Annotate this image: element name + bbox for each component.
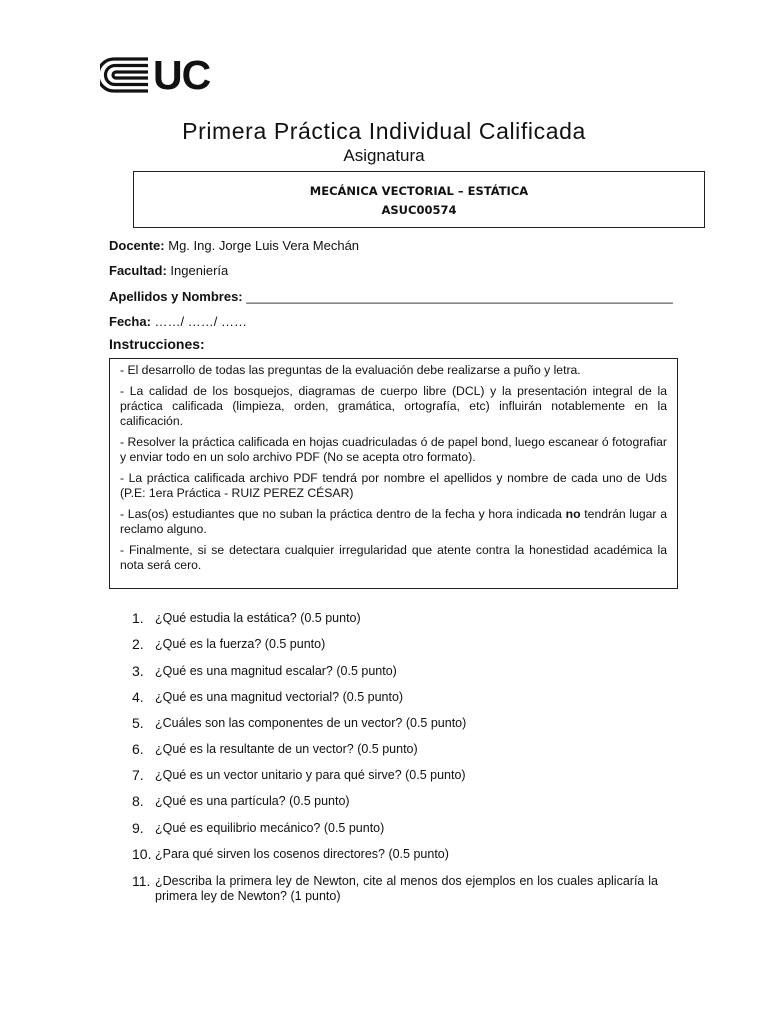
field-value: ……/ ……/ ……: [154, 314, 247, 329]
question-text: ¿Qué estudia la estática? (0.5 punto): [155, 611, 361, 625]
field-label: Facultad:: [109, 263, 167, 278]
field-facultad: [109, 263, 228, 278]
instruction-item: [120, 507, 667, 537]
course-box: [133, 171, 705, 228]
logo-text: UC: [153, 52, 211, 98]
instruction-item: - Resolver la práctica calificada en hojas cuadriculadas ó de papel bond, luego escanear ó fotografiar y enviar todo en un solo archivo PDF (No se acepta otro formato).: [120, 435, 667, 464]
instruction-emphasis: no: [565, 507, 581, 521]
question-text: ¿Qué es una magnitud vectorial? (0.5 punto): [155, 690, 404, 704]
question-number: 11.: [132, 873, 151, 889]
question-number: 4.: [132, 689, 144, 705]
course-code: ASUC00574: [381, 203, 457, 217]
field-apellidos-nombres: [109, 289, 673, 304]
question-text: ¿Qué es un vector unitario y para qué sirve? (0.5 punto): [155, 768, 466, 782]
question-number: 10.: [132, 846, 152, 862]
uc-logo-mark-icon: [100, 56, 150, 94]
question-text: ¿Qué es la fuerza? (0.5 punto): [155, 637, 326, 651]
question-text: ¿Cuáles son las componentes de un vector? (0.5 punto): [155, 716, 467, 730]
question-number: 7.: [132, 767, 144, 783]
uc-logo: [100, 52, 211, 98]
question-text: ¿Qué es la resultante de un vector? (0.5 punto): [155, 742, 418, 756]
field-docente: [109, 238, 359, 253]
instructions-heading: Instrucciones:: [109, 336, 205, 352]
question-number: 2.: [132, 636, 144, 652]
field-label: Fecha:: [109, 314, 151, 329]
question-text: ¿Qué es equilibrio mecánico? (0.5 punto): [155, 821, 385, 835]
question-number: 5.: [132, 715, 144, 731]
question-number: 1.: [132, 610, 144, 626]
instruction-item: - El desarrollo de todas las preguntas de la evaluación debe realizarse a puño y letra.: [120, 363, 581, 377]
question-number: 9.: [132, 820, 144, 836]
course-name: MECÁNICA VECTORIAL – ESTÁTICA: [309, 184, 529, 198]
page-subtitle: Asignatura: [343, 146, 425, 165]
field-value: Mg. Ing. Jorge Luis Vera Mechán: [168, 238, 360, 253]
question-number: 8.: [132, 793, 144, 809]
instructions-box: [109, 358, 678, 589]
instruction-item: - La práctica calificada archivo PDF tendrá por nombre el apellidos y nombre de cada uno de Uds (P.E: 1era Práctica - RUIZ PEREZ CÉSAR): [120, 471, 667, 500]
question-text: ¿Qué es una magnitud escalar? (0.5 punto): [155, 664, 397, 678]
question-number: 3.: [132, 663, 144, 679]
field-label: Docente:: [109, 238, 165, 253]
question-text: ¿Para qué sirven los cosenos directores? (0.5 punto): [155, 847, 449, 861]
question-text: ¿Qué es una partícula? (0.5 punto): [155, 794, 350, 808]
field-value: ___________________________________________________________: [246, 289, 673, 304]
field-fecha: [109, 314, 247, 329]
instruction-text: tendrán lugar a reclamo alguno.: [120, 507, 667, 536]
question-text: ¿Describa la primera ley de Newton, cite al menos dos ejemplos en los cuales aplicaría la primera ley de Newton? (1 punto): [155, 874, 658, 903]
field-label: Apellidos y Nombres:: [109, 289, 243, 304]
instruction-text: - Las(os) estudiantes que no suban la práctica dentro de la fecha y hora indicada: [120, 507, 566, 521]
question-number: 6.: [132, 741, 144, 757]
instruction-item: - Finalmente, si se detectara cualquier irregularidad que atente contra la honestidad académica la nota será cero.: [120, 543, 667, 572]
page-title: Primera Práctica Individual Calificada: [182, 118, 586, 144]
field-value: Ingeniería: [170, 263, 229, 278]
instruction-item: - La calidad de los bosquejos, diagramas de cuerpo libre (DCL) y la presentación integral de la práctica calificada (limpieza, orden, gramática, ortografía, etc) influirán notablemente en la calificación.: [120, 384, 667, 428]
